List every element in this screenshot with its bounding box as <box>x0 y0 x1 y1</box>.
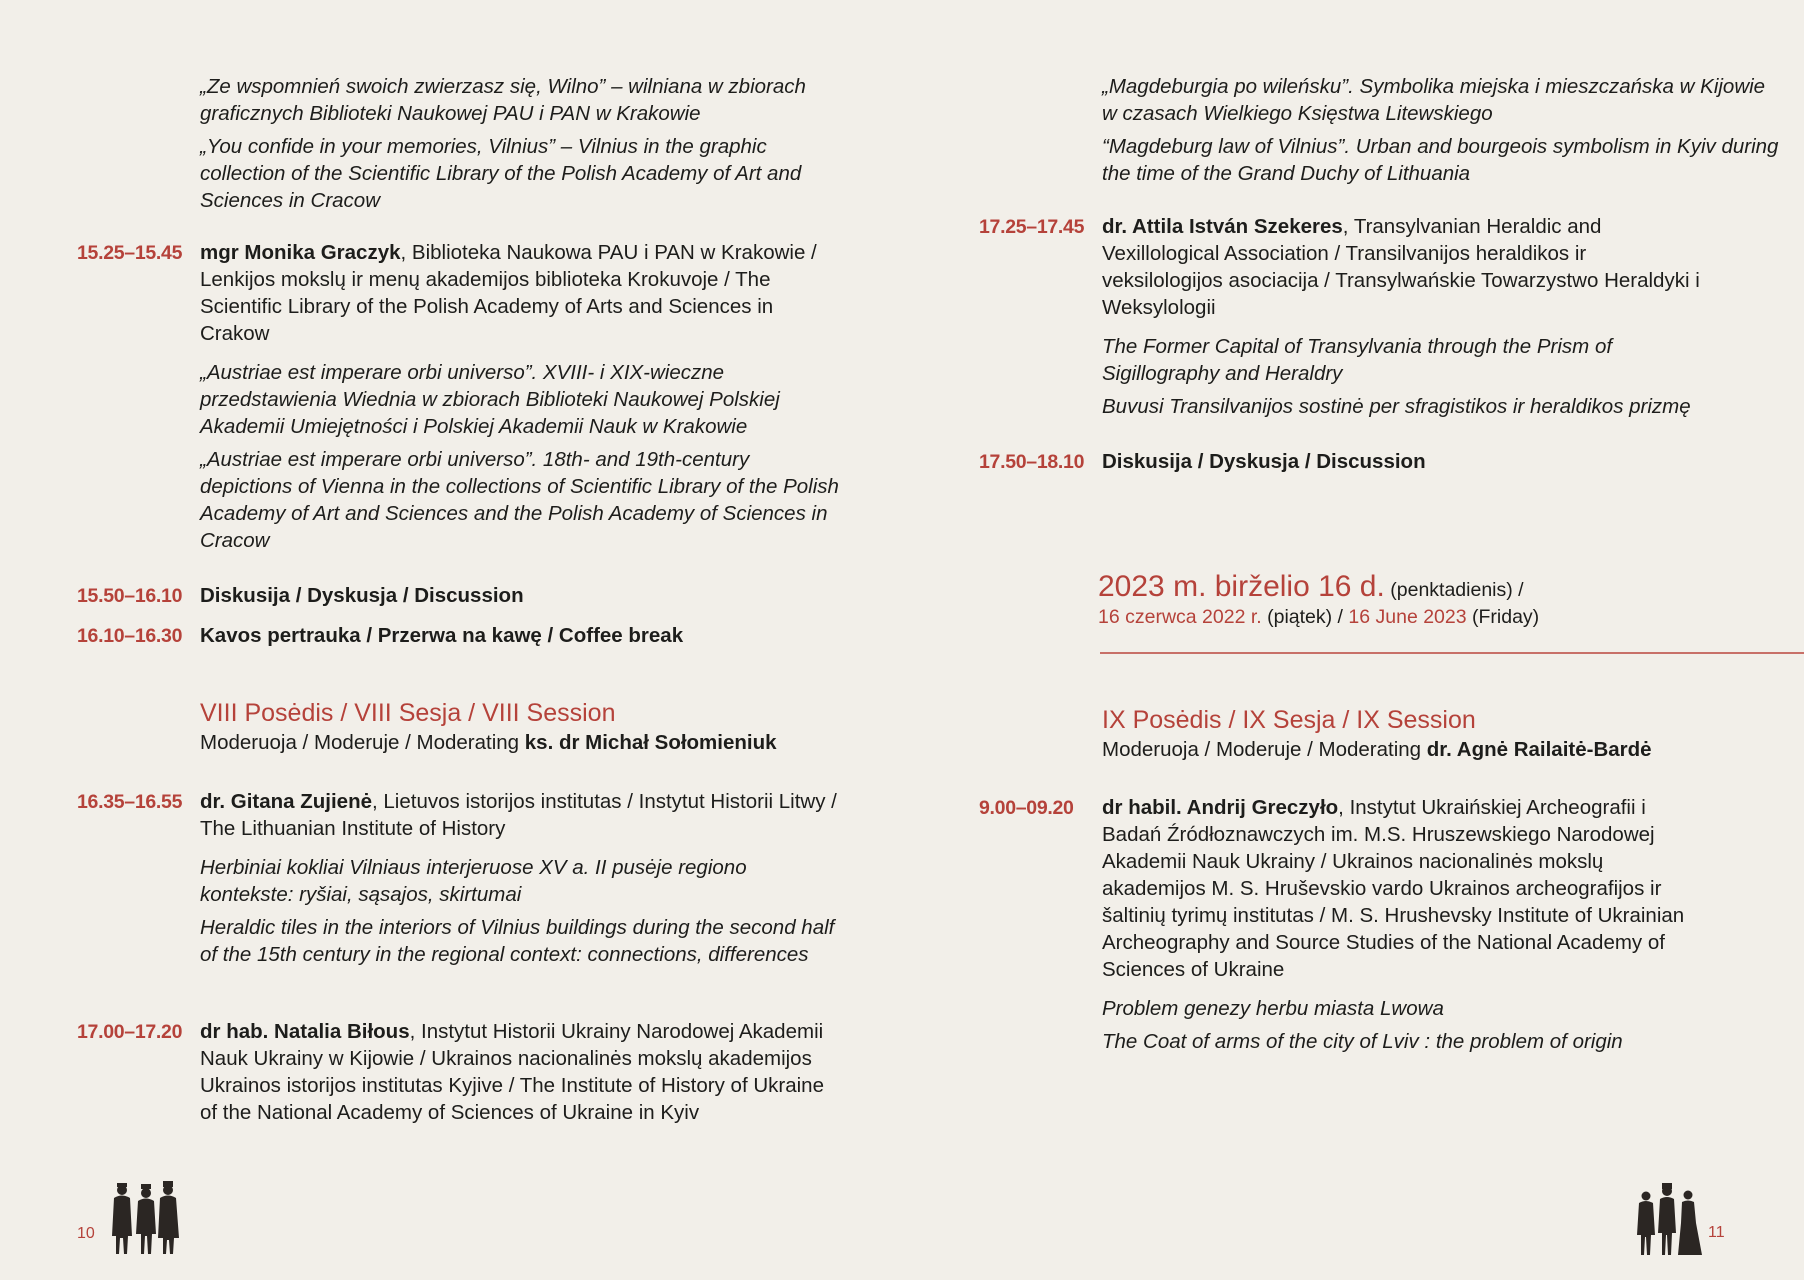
date-lt: 2023 m. birželio 16 d. <box>1098 570 1385 603</box>
page-number: 10 <box>77 1225 95 1242</box>
time-slot: 9.00–09.20 <box>979 797 1074 819</box>
people-silhouette-icon <box>108 1180 188 1256</box>
speaker-affiliation: , Instytut Historii Ukrainy Narodowej Akademii Nauk Ukrainy w Kijowie / Ukrainos nacionalinės mokslų akademijos Ukrainos istorijos institutas Kyjive / The Institute of History of Ukraine of the National Academy of Sciences of Ukraine in Kyiv <box>200 1020 824 1124</box>
talk-title-lt: Herbiniai kokliai Vilniaus interjeruose XV a. II pusėje regiono kontekste: ryšiai, sąsajos, skirtumai <box>200 856 747 906</box>
date-line-pl-en <box>1098 606 1788 629</box>
speaker-affiliation: , Lietuvos istorijos institutas / Instytut Historii Litwy / The Lithuanian Institute of History <box>200 790 837 840</box>
speaker-affiliation: , Transylvanian Heraldic and Vexillological Association / Transilvanijos heraldikos ir veksilologijos asociacija / Transylwańskie Towarzystwo Heraldyki i Weksylologii <box>1102 215 1700 319</box>
talk-title-en: „Austriae est imperare orbi universo”. 18th- and 19th-century depictions of Vienna in the collections of Scientific Library of the Polish Academy of Art and Sciences and the Polish Academy of Sciences in Cracow <box>200 448 839 552</box>
talk-title-pl: Problem genezy herbu miasta Lwowa <box>1102 997 1444 1020</box>
speaker-name: dr hab. Natalia Biłous <box>200 1020 410 1043</box>
intro-title-en: “Magdeburg law of Vilnius”. Urban and bourgeois symbolism in Kyiv during the time of the Grand Duchy of Lithuania <box>1102 135 1779 185</box>
weekday-lt: (penktadienis) / <box>1384 579 1524 601</box>
moderator-label: Moderuoja / Moderuje / Moderating <box>1102 738 1427 761</box>
discussion-entry: Diskusija / Dyskusja / Discussion <box>1102 450 1426 473</box>
speaker-line <box>1102 794 1702 983</box>
intro-block <box>200 73 840 214</box>
date-pl: 16 czerwca 2022 r. <box>1098 606 1262 628</box>
talk-title-en: Heraldic tiles in the interiors of Vilnius buildings during the second half of the 15th century in the regional context: connections, differences <box>200 916 835 966</box>
speaker-line <box>200 1018 840 1126</box>
talk-entry <box>1102 213 1712 420</box>
moderator-line <box>1102 736 1782 764</box>
speaker-affiliation: , Biblioteka Naukowa PAU i PAN w Krakowie / Lenkijos mokslų ir menų akademijos biblioteka Krokuvoje / The Scientific Library of the Polish Academy of Arts and Sciences in Crakow <box>200 241 817 345</box>
speaker-line <box>200 788 840 842</box>
date-en: 16 June 2023 <box>1348 606 1467 628</box>
session-title: VIII Posėdis / VIII Sesja / VIII Session <box>200 699 616 727</box>
talk-title-pl: „Austriae est imperare orbi universo”. XVIII- i XIX-wieczne przedstawienia Wiednia w zbiorach Biblioteki Naukowej Polskiej Akademii Umiejętności i Polskiej Akademii Nauk w Krakowie <box>200 361 780 438</box>
time-slot: 16.10–16.30 <box>77 625 183 647</box>
talk-entry <box>200 1018 840 1126</box>
time-slot: 17.00–17.20 <box>77 1021 183 1043</box>
speaker-name: dr habil. Andrij Greczyło <box>1102 796 1339 819</box>
moderator-name: ks. dr Michał Sołomieniuk <box>524 731 777 754</box>
time-slot: 16.35–16.55 <box>77 791 183 813</box>
intro-title-pl: „Ze wspomnień swoich zwierzasz się, Wilno” – wilniana w zbiorach graficznych Biblioteki Naukowej PAU i PAN w Krakowie <box>200 75 806 125</box>
speaker-line <box>1102 213 1712 321</box>
intro-title-en: „You confide in your memories, Vilnius” – Vilnius in the graphic collection of the Scientific Library of the Polish Academy of Art and Sciences in Cracow <box>200 135 802 212</box>
time-slot: 17.50–18.10 <box>979 451 1085 473</box>
coffee-break-entry: Kavos pertrauka / Przerwa na kawę / Coffee break <box>200 624 684 647</box>
date-divider <box>1100 652 1804 654</box>
intro-block <box>1102 73 1782 187</box>
session-header <box>1102 704 1782 764</box>
talk-entry <box>1102 794 1702 1055</box>
speaker-line <box>200 239 840 347</box>
moderator-name: dr. Agnė Railaitė-Bardė <box>1426 738 1652 761</box>
talk-title-lt: Buvusi Transilvanijos sostinė per sfragistikos ir heraldikos prizmę <box>1102 395 1691 418</box>
time-slot: 17.25–17.45 <box>979 216 1085 238</box>
intro-title-pl: „Magdeburgia po wileńsku”. Symbolika miejska i mieszczańska w Kijowie w czasach Wielkiego Księstwa Litewskiego <box>1102 75 1766 125</box>
speaker-name: dr. Attila István Szekeres <box>1102 215 1343 238</box>
people-silhouette-icon <box>1634 1183 1704 1257</box>
weekday-en: (Friday) <box>1466 606 1540 628</box>
talk-title-en: The Former Capital of Transylvania through the Prism of Sigillography and Heraldry <box>1102 335 1613 385</box>
session-header <box>200 697 880 757</box>
speaker-affiliation: , Instytut Ukraińskiej Archeografii i Badań Źródłoznawczych im. M.S. Hruszewskiego Narodowej Akademii Nauk Ukrainy / Ukrainos nacionalinės mokslų akademijos M. S. Hruševskio vardo Ukrainos archeografijos ir šaltinių tyrimų institutas / M. S. Hrushevsky Institute of Ukrainian Archeography and Source Studies of the National Academy of Sciences of Ukraine <box>1102 796 1685 981</box>
speaker-name: mgr Monika Graczyk <box>200 241 401 264</box>
day-heading <box>1098 570 1788 629</box>
date-line-lt <box>1098 570 1788 604</box>
weekday-pl: (piątek) / <box>1261 606 1349 628</box>
session-title: IX Posėdis / IX Sesja / IX Session <box>1102 706 1476 734</box>
page-number: 11 <box>1708 1224 1725 1241</box>
right-page <box>902 0 1804 1280</box>
talk-title-en: The Coat of arms of the city of Lviv : the problem of origin <box>1102 1030 1623 1053</box>
talk-entry <box>200 239 840 554</box>
time-slot: 15.25–15.45 <box>77 242 183 264</box>
discussion-entry: Diskusija / Dyskusja / Discussion <box>200 584 524 607</box>
talk-entry <box>200 788 840 968</box>
time-slot: 15.50–16.10 <box>77 585 183 607</box>
moderator-label: Moderuoja / Moderuje / Moderating <box>200 731 525 754</box>
speaker-name: dr. Gitana Zujienė <box>200 790 373 813</box>
moderator-line <box>200 729 880 757</box>
